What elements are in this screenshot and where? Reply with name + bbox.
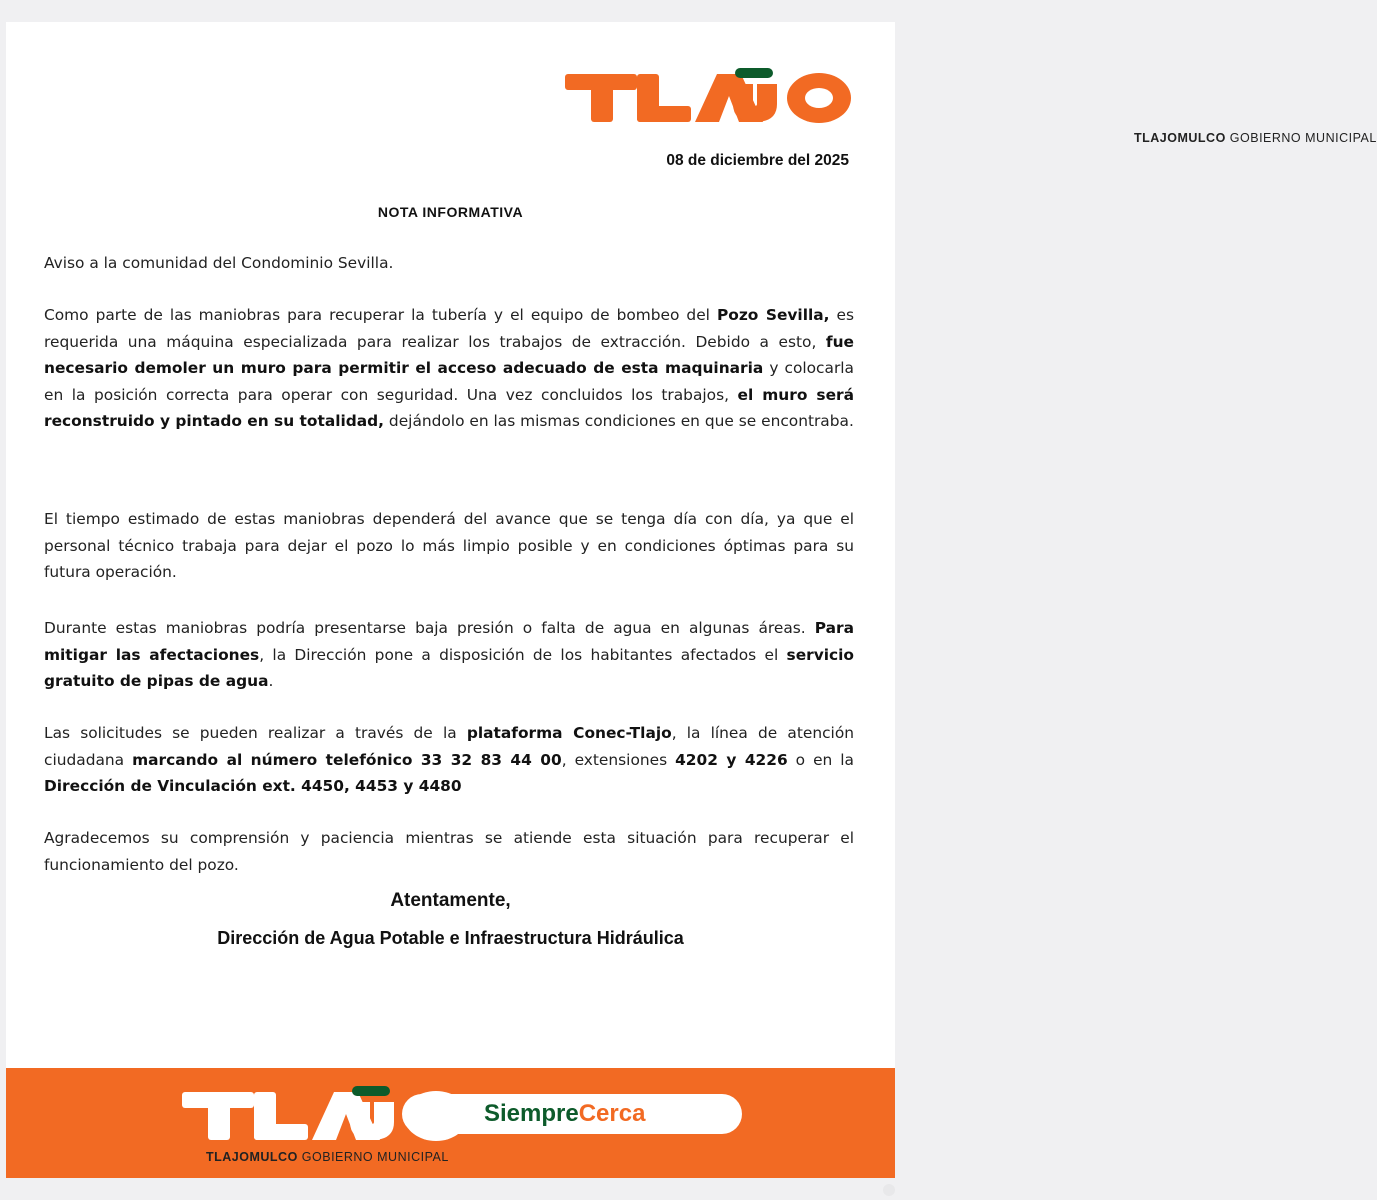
paragraph-contact: Las solicitudes se pueden realizar a través de la plataforma Conec-Tlajo, la línea de atención ciudadana marcando al número telefónico 33 32 83 44 00, extensiones 4202 y 4226 o en la Dirección de Vinculación ext. 4450, 4453 y 4480 — [44, 724, 854, 795]
footer-banner — [6, 1068, 895, 1178]
paragraph-thanks: Agradecemos su comprensión y paciencia mientras se atiende esta situación para recuperar el funcionamiento del pozo. — [44, 829, 854, 874]
paragraph-notice: Aviso a la comunidad del Condominio Sevilla. — [44, 254, 394, 272]
paragraph-water-pressure: Durante estas maniobras podría presentarse baja presión o falta de agua en algunas áreas. Para mitigar las afectaciones, la Dirección pone a disposición de los habitantes afectados el servicio gratuito de pipas de agua. — [44, 619, 855, 690]
footer-tagline: TLAJOMULCO GOBIERNO MUNICIPAL — [206, 1150, 449, 1164]
tlajomulco-logo — [559, 66, 1377, 156]
document-date: 08 de diciembre del 2025 — [666, 152, 849, 169]
slogan-text: SiempreCerca — [484, 1100, 646, 1127]
closing: Atentamente, — [390, 890, 511, 911]
tlajo-wordmark-graphic — [565, 68, 855, 128]
document-page — [6, 22, 1377, 1178]
paragraph-maneuvers: Como parte de las maniobras para recuperar la tubería y el equipo de bombeo del Pozo Sevilla, es requerida una máquina especializada para realizar los trabajos de extracción. Debido a esto, fue necesario demoler un muro para permitir el acceso adecuado de esta maquinaria y colocarla en la posición correcta para operar con seguridad. Una vez concluidos los trabajos, el muro será reconstruido y pintado en su totalidad, dejándolo en las mismas condiciones en que se encontraba. — [44, 306, 854, 430]
logo-tagline: TLAJOMULCO GOBIERNO MUNICIPAL — [1134, 131, 1377, 145]
signature: Dirección de Agua Potable e Infraestructura Hidráulica — [217, 928, 684, 948]
document-heading: NOTA INFORMATIVA — [377, 204, 524, 220]
paragraph-estimated-time: El tiempo estimado de estas maniobras dependerá del avance que se tenga día con día, ya que el personal técnico trabaja para dejar el pozo lo más limpio posible y en condiciones óptimas para su futura operación. — [44, 510, 854, 581]
scroll-handle[interactable] — [883, 1184, 895, 1196]
slogan-pill — [402, 1094, 742, 1134]
